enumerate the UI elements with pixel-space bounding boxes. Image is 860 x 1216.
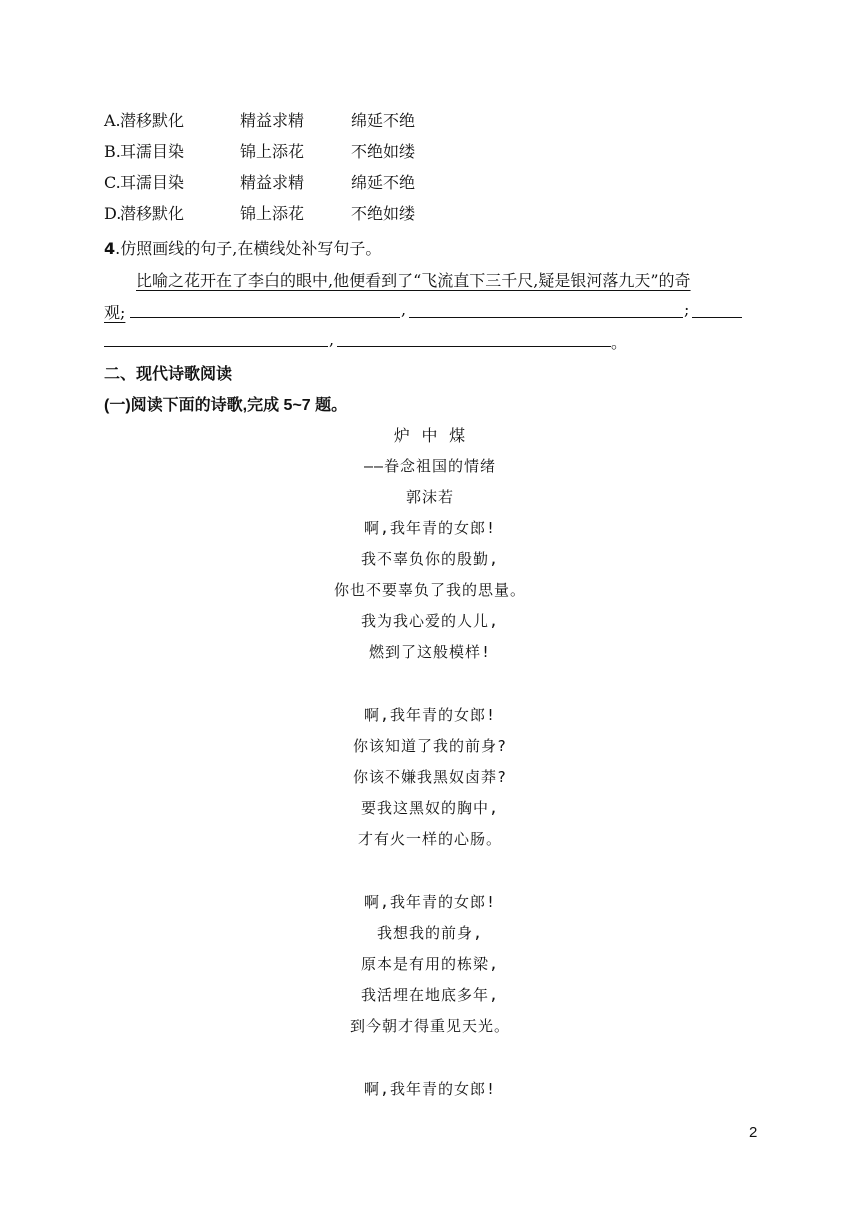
option-word-1: 潜移默化: [120, 204, 185, 223]
poem-line: 啊,我年青的女郎!: [363, 706, 497, 724]
page-number: 2: [749, 1124, 758, 1141]
option-word-2: 锦上添花: [240, 142, 305, 161]
answer-blank-4[interactable]: [337, 346, 611, 347]
option-word-1: 耳濡目染: [120, 173, 185, 192]
option-word-3: 绵延不绝: [351, 173, 416, 192]
answer-blank-3-continued[interactable]: [104, 346, 328, 347]
poem-line: 我为我心爱的人儿,: [360, 612, 500, 630]
option-word-3: 不绝如缕: [351, 204, 416, 223]
subsection-title: (一)阅读下面的诗歌,完成 5~7 题。: [104, 397, 348, 414]
poem-line: 啊,我年青的女郎!: [363, 519, 497, 537]
answer-blank-1[interactable]: [130, 317, 400, 318]
poem-author: 郭沫若: [405, 488, 454, 506]
poem-subtitle: ——眷念祖国的情绪: [363, 457, 497, 475]
poem-line: 才有火一样的心肠。: [357, 830, 502, 848]
example-sentence-line-1: 比喻之花开在了李白的眼中,他便看到了“飞流直下三千尺,疑是银河落九天”的奇: [136, 271, 691, 290]
question-4: [104, 236, 381, 259]
option-letter: C.: [104, 173, 121, 192]
comma-punct: ,: [401, 300, 407, 319]
comma-punct: ,: [329, 330, 335, 349]
option-letter: A.: [104, 111, 121, 130]
poem-line: 要我这黑奴的胸中,: [360, 799, 500, 817]
poem-line: 你也不要辜负了我的思量。: [333, 581, 526, 599]
answer-blank-3[interactable]: [692, 317, 742, 318]
option-word-3: 不绝如缕: [351, 142, 416, 161]
option-word-3: 绵延不绝: [351, 111, 416, 130]
example-sentence-line-2: 观;: [104, 303, 126, 322]
poem-line: 我活埋在地底多年,: [360, 986, 500, 1004]
poem-line: 原本是有用的栋梁,: [360, 955, 500, 973]
poem-title: 炉 中 煤: [393, 426, 467, 445]
section-title: 二、现代诗歌阅读: [104, 366, 233, 383]
poem-line: 到今朝才得重见天光。: [349, 1017, 510, 1035]
option-word-1: 潜移默化: [120, 111, 185, 130]
poem-line: 我不辜负你的殷勤,: [360, 550, 500, 568]
answer-blank-2[interactable]: [409, 317, 683, 318]
semicolon-punct: ;: [684, 300, 690, 319]
option-letter: B.: [104, 142, 121, 161]
option-word-2: 精益求精: [240, 111, 305, 130]
option-word-1: 耳濡目染: [120, 142, 185, 161]
question-text: .仿照画线的句子,在横线处补写句子。: [115, 239, 382, 258]
option-word-2: 精益求精: [240, 173, 305, 192]
option-letter: D.: [104, 204, 122, 223]
poem-line: 你该不嫌我黑奴卤莽?: [352, 768, 508, 786]
poem-line: 我想我的前身,: [376, 924, 484, 942]
poem-line: 燃到了这般模样!: [368, 643, 492, 661]
question-number: 4: [104, 239, 116, 258]
poem-line: 你该知道了我的前身?: [352, 737, 508, 755]
period-punct: 。: [611, 333, 628, 352]
poem-line: 啊,我年青的女郎!: [363, 893, 497, 911]
option-word-2: 锦上添花: [240, 204, 305, 223]
poem-line: 啊,我年青的女郎!: [363, 1080, 497, 1098]
